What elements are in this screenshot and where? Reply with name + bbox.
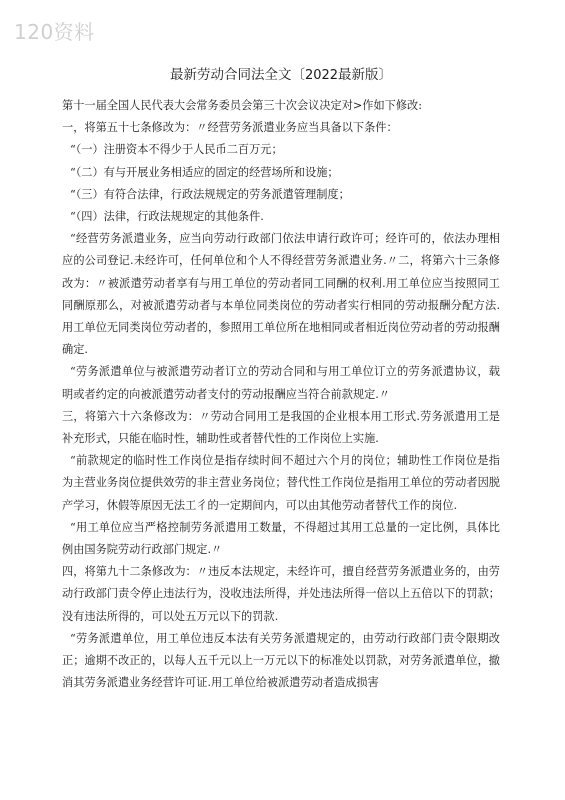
paragraph: 三，将第六十六条修改为：〃劳动合同用工是我国的企业根本用工形式.劳务派遣用工是补充形式，只能在临时性，辅助性或者替代性的工作岗位上实施. (62, 409, 500, 446)
paragraph: “劳务派遣单位，用工单位违反本法有关劳务派遣规定的，由劳动行政部门责令限期改正；逾期不改正的，以每人五千元以上一万元以下的标准处以罚款，对劳务派遣单位，撤消其劳务派遣业务经营许可证.用工单位给被派遣劳动者造成损害 (62, 631, 500, 690)
paragraph: “（二）有与开展业务相适应的固定的经营场所和设施； (70, 165, 339, 179)
paragraph: “（一）注册资本不得少于人民币二百万元； (70, 143, 283, 157)
paragraph: 第十一届全国人民代表大会常务委员会第三十次会议决定对>作如下修改: (62, 99, 422, 112)
paragraph: “（四）法律，行政法规规定的其他条件. (70, 210, 264, 224)
title-end: 最新版〕 (338, 67, 393, 83)
watermark-logo: 120资料 (14, 20, 95, 44)
paragraph: “（三）有符合法律，行政法规规定的劳务派遣管理制度； (70, 187, 350, 201)
document-title (62, 64, 500, 87)
paragraph: 四，将第九十二条修改为：〃违反本法规定，未经许可，擅自经营劳务派遣业务的，由劳动行政部门责令停止违法行为，没收违法所得，并处违法所得一倍以上五倍以下的罚款；没有违法所得的，可以处五万元以下的罚款. (62, 565, 500, 623)
title-year: 2022 (304, 68, 339, 83)
paragraph: “用工单位应当严格控制劳务派遣用工数量，不得超过其用工总量的一定比例，具体比例由国务院劳动行政部门规定.〃 (62, 520, 500, 557)
paragraph: “劳务派遣单位与被派遣劳动者订立的劳动合同和与用工单位订立的劳务派遣协议，载明或者约定的向被派遣劳动者支付的劳动报酬应当符合前款规定.〃 (62, 365, 500, 401)
document-body (62, 95, 500, 694)
document-page (62, 64, 500, 694)
paragraph: “前款规定的临时性工作岗位是指存续时间不超过六个月的岗位；辅助性工作岗位是指为主营业务岗位提供效劳的非主营业务岗位；替代性工作岗位是指用工单位的劳动者因脱产学习，休假等原因无法工彳的一定期间内，可以由其他劳动者替代工作的岗位. (62, 454, 500, 512)
paragraph: 一，将第五十七条修改为：〃经营劳务派遣业务应当具备以下条件： (62, 121, 398, 135)
title-main: 最新劳动合同法全文〔 (169, 67, 305, 83)
paragraph: “经营劳务派遣业务，应当向劳动行政部门依法申请行政许可；经许可的，依法办理相应的公司登记.未经许可，任何单位和个人不得经营劳务派遣业务.〃二，将第六十三条修改为：〃被派遣劳动者享有与用工单位的劳动者同工同酬的权利.用工单位应当按照同工同酬原那么，对被派遣劳动者与本单位同类岗位的劳动者实行相同的劳动报酬分配方法.用工单位无同类岗位劳动者的，参照用工单位所在地相同或者相近岗位劳动者的劳动报酬确定. (62, 232, 500, 357)
